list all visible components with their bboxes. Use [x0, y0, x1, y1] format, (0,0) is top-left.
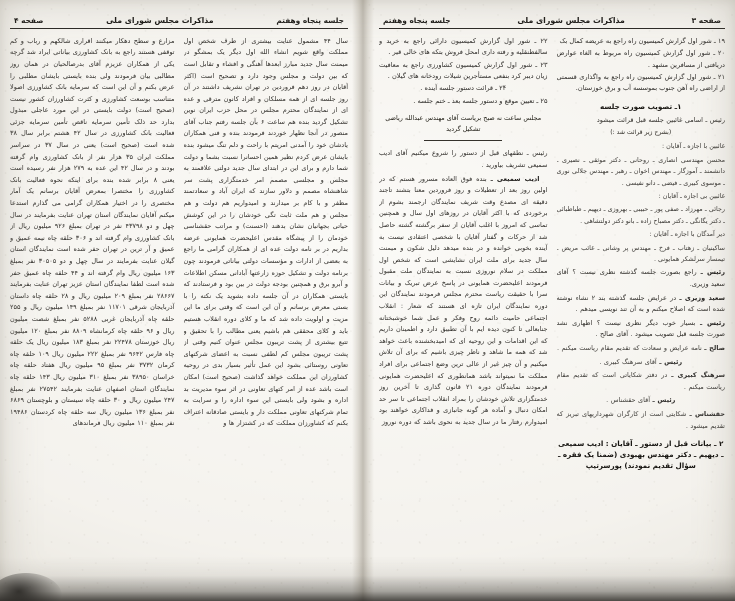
section-heading-1: ۱ـ تصویب صورت جلسه: [599, 101, 682, 111]
page-right-column-2: [379, 36, 548, 592]
chair-line-section-2: رئیس ـ نطقهای قبل از دستور را شروع میکنیم آقای ادیب سمیعی تشریف بیاورید .: [379, 149, 548, 169]
page-right-columns: [379, 36, 725, 592]
page-number-right: صفحه ۳: [691, 16, 721, 26]
agenda-item: ۲۰ ـ شور اول گزارش کمیسیون راه مربوط به الغاء عوارض دریافتی از مسافرین مشهد .: [556, 49, 725, 69]
speech-turn: [557, 267, 726, 290]
absent-unexcused-label: غائبین بی اجازه ـ آقایان :: [658, 191, 725, 200]
speech-turn: [557, 395, 726, 407]
agenda-item: ۲۱ ـ شور اول گزارش کمیسیون راه راجع به واگذاری قسمتی از اراضی راه آهن جنوب بموسسه آب و برق خوزستان.: [556, 72, 725, 93]
speech-text: در دفتر شکایاتی است که تقدیم مقام ریاست میکنم .: [556, 371, 725, 391]
speaker-name: ادیب سمیعی ـ: [490, 174, 540, 183]
page-left-columns: [10, 36, 348, 592]
speech-text: راجع بصورت جلسه گذشته نظری نیست ؟ آقای سعید وزیری.: [556, 268, 725, 289]
speaker-name: سعید وزیری ـ: [679, 293, 725, 302]
parenthetical-note: (بشرح زیر قرائت شد :): [610, 129, 672, 137]
speaker-name: سرهنگ کبیری ـ: [671, 371, 725, 380]
absent-excused-list: محسن مهندسی انصاری ـ روحانی ـ دکتر موثقی ـ نصیری ـ دانشمند ـ آموزگار ـ مهندس اخوان ـ رهبر ـ مهندس جلالی نوری ـ موسوی کبیری ـ فیضی ـ دانو نفیسی .: [556, 155, 725, 187]
agenda-item: ۲۳ ـ شور اول گزارش کمیسیون کشاورزی راجع به معافیت زیان دیبر کرد بنفعی مستأجرین شیلات رودخانه های گیلان .: [379, 60, 548, 80]
page-left-column-1: [184, 36, 349, 592]
page-right: [369, 0, 735, 601]
agenda-item: ۲۴ ـ قرائت دستور جلسه آینده .: [420, 84, 507, 93]
page-left-column-2: [10, 36, 175, 592]
agenda-item: ۲۲ ـ شور اول گزارش کمیسیون دارائی راجع به خرید و سالفطنقلیه و رفته داری امحل فروش بتکه های خالی قیر .: [379, 36, 548, 57]
speaker-name: رئیس ـ: [700, 268, 725, 277]
speech-text: آقای حقشناس .: [606, 396, 651, 405]
body-paragraph: سال ۴۴ مشمول عنایت بیشتری از طرف شخص اول مملکت واقع شویم انشاء الله اول دیگر یک بمشگو در میمنت سال جدید مبارز ابعدها آهنگی و افشاء و تقابل است که بین دولت و مجلس وجود دارد و تصحیح است (اکثر آقایان در روز دهم فروردین در تهران نشریف داشتند در آن روز جلسه ای از همه مسلکان و افراد کانون مترقی و عده ای از نمایندگان محترم مجلس در محل حزب ایران نوین تشکیل گردید بنده هم ساعت ۶ بآن جلسه رفتم جناب آقای منصور در آنجا نظهار خوردند فرمودند بنده و فنی همکاران یادشان خود را آمدنی امریتم با راحت و دلم تنگ میشود بنده بایشان عرض کردم نظیر همین احسانرا نسبت بشما و دولت شما دارم و برای این در ابتدای سال جدید دولتی علاقمند به مجلس و مجلسی مصمم امر خدمتگزاری پشت سر شاهنشاه مصمم و دلاور سازند که ایران آباد و سعادتمند مظفر و با کام بر میدارند و امیدواریم هم دولت و هم مجلس و هم ملت ثابت تگی خودشان را در این کوشش حیاتی بجهانیان نشان بدهند (احسنت) و مراتب حقشناسی خودمان را از پیشگاه مقدس اعلیحضرت همایونی عرضه بداریم در بر نامه دولت عده ای از همکاران گرامی ما راجع به بعضی از ادارات و مؤسسات دولتی بیاناتی فرمودند چون برنامه دولت و تشکیل حوزه زارعتها آبادانی مسکن اطلاعات و آبرو برق و همچنین بودجه دولت در بین بود و فرستادند که بایستی همکاران در آن جلسه داده بشوید یک نکته را با بستی معرض برسانم و آن این است که وقتی برای ما این مزیت و اولویت داده شد که ما و کلای دوره انقلاب هستیم باید و کلای محققی هم باشیم یعنی مطالب را با تحقیق و تتبع بیشتری از پشت تریبون مجلس عنوان کنیم وقتی از پشت تریبون مجلس کم لطفی نسبت به اعضای شرکتهای تعاونی روستائی بشود این عمل تأثیر بسیار بدی در روحیه کشاورزان این مملکت خواهد گذاشت (صحیح است) امکان است باشد عده از امر کتهای تعاونی در اثر سوء مدیریت بد اداره و بشود ولی بایستی این سوء اداره را و سرایت به تمام شرکتهای تعاونی مملکت دار و بایستی صادقانه اعتراف بکنم که کشاورزان مملکت که در کشتزار ها و: [183, 36, 348, 428]
page-left: [0, 0, 358, 601]
absent-excused-label: غائبین با اجازه ـ آقایان :: [661, 142, 725, 151]
page-number-left: صفحه ۴: [14, 16, 44, 26]
speech-text: آقای سرهنگ کبیری .: [599, 357, 657, 366]
speaker-name: صالح ـ: [704, 343, 725, 352]
speaker-name: حقشناس ـ: [689, 409, 725, 418]
agenda-item: ۱۹ ـ شور اول گزارش کمیسیون راه راجع به عریضه کمال بک: [559, 36, 725, 45]
speech-turn: [379, 174, 548, 429]
speech-turn: [557, 343, 726, 355]
speech-text: نامه عرایض و سعادت که تقدیم مقام ریاست میکنم .: [556, 343, 702, 352]
publication-title-left: مذاکرات مجلس شورای ملی: [106, 16, 214, 25]
speaker-name: رئیس ـ: [652, 396, 676, 405]
body-paragraph: مزارع و سطح دهکار میکنند اقراری شالکهم و رباب و کم توقفی هستند راجع به بانک کشاورزی بیاناتی ایراد شد گرچه یکی از همکاران عزیزم آقای بدرصالحیان در همان روز مطالبی بیان فرمودند ولی بنده بایستی بایشان مطلبی را عرض بکنم و آن این است که سرمایه بانک کشاورزی اصولا متناسب بوسعت کشاورزی و کثرت کشاورزان کشور نیست (صحیح است) دولت بایستی در این مورد عاجلی مبذول بدارد حد ذلک تأمین سرمایه ناقص تأمین سرمایه جزئی فعالیت بانک کشاورزی در سال ۴۲ هشتم برابر سال ۳۸ شده است (صحیح است) یعنی در سال ۳۷ در سراسر مملکت ایران ۳۵ هزار نفر از بانک کشاورزی وام گرفته بودند و در سال ۴۲ این عده به ۲۷۹ هزار نفر رسیده است یعنی ۸ برابر شده بنده برای اینکه نحوه فعالیت بانک کشاورزی را مختصرا بمعرض آقایان برسانم یک آمار مختصری را در اختیار همکاران گرامی می گذارم استدعا میکنم آقایان نمایندگان استان تهران عنایت بفرمایند در سال چهل و دو ۴۳۷۹۸ نفر در تهران بمبلغ ۹۲۶ میلیون ریال از بانک کشاورزی وام گرفته اند و ۳۰۶ حلقه چاه نیمه عمیق و عمیق و آر ترین در تهران حفر شده است نمایندگان استان گیلان عنایت بفرمایند در سال چهل و دو ۳۰۵۰۵ نفر بمبلغ ۱۶۳ میلیون ریال وام گرفته اند و ۴۴ حلقه چاه عمیق حفر شده است لطفا نمایندگان استان عزیز تهران عنایت بفرمایند ۲۸۶۶۷ نفر بمبلغ ۲۰۹ میلیون ریال و ۲۸ حلقه چاه داستان آذربایجان شرقی ۱۱۷۰۱ نفر بمبلغ ۱۴۹ میلیون ریال و ۲۵۵ حلقه چاه آذربایجان غربی ۵۲۸۸ نفر بمبلغ شصت میلیون ریال و ۹۶ حلقه چاه کرمانشاه ۸۸۰۹ نفر بمبلغ ۱۲۰ میلیون ریال خوزستان ۲۲۴۷۸ نفر بمبلغ ۱۸۳ میلیون ریال یک حلقه چاه فارس ۹۶۴۲ نفر بمبلغ ۲۲۲ میلیون ریال ۱۰۹ حلقه چاه کرمان ۳۷۳۲ نفر بمبلغ ۹۵ میلیون ریال هفتاد حلقه چاه خراسان ۳۸۹۵۰ نفر بمبلغ ۳۱۰ میلیون ریال ۱۴۳ حلقه چاه نمایندگان استان اصفهان عنایت بفرمایند ۲۷۵۴۲ نفر بمبلغ ۲۴۷ میلیون ریال و ۳۰ حلقه چاه سیستان و بلوچستان ۶۸۶۹ نفر بمبلغ ۱۳۶ میلیون ریال سه حلقه چاه کردستان ۱۹۴۸۶ نفر بمبلغ ۱۱۰ میلیون ریال فرماندهای: [10, 36, 175, 428]
absent-unexcused-list: رجائی ـ مهرزاد ـ صفی پور ـ حبیبی ـ بهروزی ـ دیهیم ـ طباطبائی ـ دکتر یگانگی ـ دکتر مصباح زاده ـ بانو دکتر دولتشاهی .: [556, 205, 725, 225]
speech-text: بنده فوق العاده مسرور هستم که در اولین روز بعد از تعطیلات و روز فروردین معنا بتشند تاجند دقیقه ای مصدع وقت شریف نمایندگان ارجمند بشوم از برخوردی که با اکثر آقایان در روزهای اول سال و همچنین تماسی که امروز با اغلب آقایان از سفر برگشته گشته حاصل شد از حرکات و گفتار آقایان با شخصی اعتقادی نیست به آینده بخوبی خوانده و در بنده میدهد دلیل شکون و میمنت سال جدید برای ملت ایران نشایشی است که شخص اول مملکت در سلام نوروزی نسبت به نمایندگان ملت مقبول فرمودند اعلیحضرت همایونی در پاسخ عرض تبریک و بیانات سرا با حقیقت ریاست محترم مجلس فرمودند نمایندگان این دوره نمایندگان ایران تازه ای هستند که شعار : انقلاب اجتماعی حامیت دائمه روح وفکر و عمل شما خوشبختانه جنابعالی تا کنون دیده ایم با آن تطبیق دارد و اطمینان داریم که این اقدامات و این روحیه ای که امیدبخشنده باعث خواهد شد که همه ما شاهد و ناظر چیزی باشیم که برای آن تلاش میکنیم و آن چیز غیر از عالی ترین وضع اجتماعی برای افراد مملکت ما نمیتواند باشد همانطوری که اعلیحضرت همایونی فرمودند نمایندگان دوره ۲۱ قانون گذاری تا آخرین روز خدمتگزاری تلاش خودشان را بمراد انقلاب اجتماعی تا سر حد امکان دنبال و آماده هر گونه جانبازی و فداکاری خواهند بود امیدوارم رفتار ما در سال جدید به نحوی باشد که دوره نوروز: [379, 174, 548, 427]
speech-turn: [557, 370, 726, 393]
page-right-column-1: [557, 36, 726, 592]
chair-line: رئیس ـ اسامی غائبین جلسه قبل قرائت میشود: [596, 115, 725, 124]
section-heading-2: ۲ ـ بیانات قبل از دستور ـ آقایان : ادیب سمیعی ـ دیهیم ـ دکتر مهندس بهبودی (ضمنا یک فقره ـ سؤال تقدیم نمودند) پورسرتیپ: [557, 439, 724, 471]
speech-turn: [557, 357, 726, 369]
running-head-right: [379, 16, 725, 29]
speaker-name: رئیس ـ: [659, 357, 683, 366]
publication-title-right: مذاکرات مجلس شورای ملی: [517, 16, 625, 25]
speaker-name: رئیس ـ: [699, 318, 725, 327]
speech-text: در عرایض جلسه گذشته بند ۲ نشاء نوشته شده است که اصلاح میکنم و به آن تند نویسی میدهم .: [556, 293, 725, 314]
speech-text: شکایتی است از کارگران شهرداریهای تبریز که تقدیم میشود .: [556, 409, 725, 430]
late-arrivals-list: ساکینیان ـ زهتاب ـ فرخ ـ مهندس پر وشانی ـ غائب مریض ـ تیمسار سرلشکر همایونی .: [556, 243, 725, 264]
section-divider-rule: [424, 140, 502, 141]
convening-note: مجلس ساعت نه صبح بریاست آقای مهندس عبدالله ریاضی تشکیل گردید: [385, 114, 542, 134]
speech-turn: [557, 318, 726, 341]
speech-text: بسیار خوب دیگر نظری نیست ؟ اظهاری نشد صورت جلسه قبل تصویب میشود . آقای صالح .: [556, 318, 725, 339]
agenda-item: ۲۵ ـ تعیین موقع و دستور جلسه بعد ـ ختم جلسه .: [413, 96, 548, 105]
session-label-left: جلسه پنجاه وهفتم: [276, 16, 344, 26]
session-label-right: جلسه پنجاه وهفتم: [383, 16, 451, 26]
speech-turn: [557, 293, 726, 316]
speech-turn: [557, 409, 726, 432]
late-arrivals-label: دیر آمدگان با اجازه ـ آقایان :: [649, 230, 725, 239]
running-head-left: [10, 16, 348, 29]
